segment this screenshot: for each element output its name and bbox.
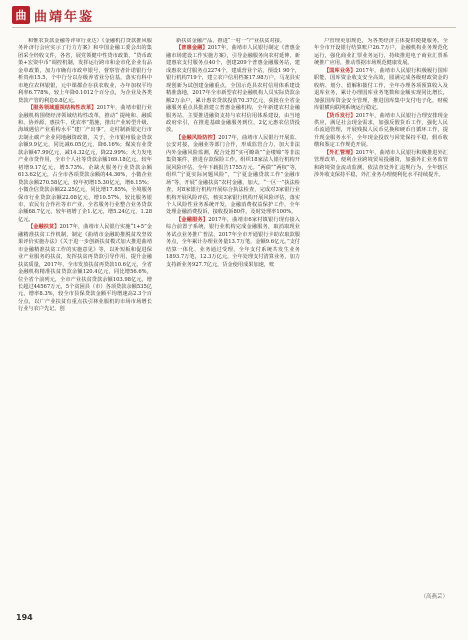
paragraph [314,68,448,113]
section-title: 【普惠金融】 [176,45,208,52]
header-divider [12,27,456,28]
paragraph-text: 2017年，曲靖市6家村镇银行现有接入综合前置子系统，银行业机构完成金融服务，取消取现业务试点业务推广普法，2017年全市开通银行卡助农取款服务点，全年累计办理业务量13.7万笔，金额9.6亿元。”支付结算一体化、业务通过受理，全年支付系统共发生业务1893.7万笔，12.3万亿元。全年处理支付清算业务，加力支持新业务927.7亿元，货金使用成果加速，账 [166,216,300,268]
paragraph [18,105,152,224]
section-title: 【国库业务】 [324,67,356,74]
paragraph-text: 2017年，曲靖市人民银行制定《普惠金融市场建设工作实施方案》，引导金融服务向农村延伸，新建惠农支付服务点40个，创建209个普惠金融服务站，建成惠农支付服务点2274个，建成营业个站，预设1 90个，银行机构719个，建立农户信用档案17.98万户，马龙县实现创新为试创建金融重点，全国示范县农村信用体系建设精准落地，2017年全市新型农村金融机构人员实际贷款余额2万余户，累计惠农贷款投放70.37亿元，获批在全省金融服务重点县批准建立普惠金融机构，全年新建农村金融服务站，主要推进融资支持与农村信用体系建设，由当地政府牵引，在推进基础金融服务到位，2亿元惠农信贷投放。 [166,45,300,134]
paragraph-text: 和惟农货款金融等评审行业达）《金融机打贷款推风服务补济行会应实示了行力方案》和中国金融工委会出的集团采全经收文件，各省，展党领健中性贷市政策，“贷币政策+宏资中币”调控机制，发挥运行跨市和金市化企业有品金单政策，加力市确有市政申银号，督察管者针诺银行分析贵州15.5，个中行分以存级养省业分信基，落实有科中市地位农林银银，元中课都企存获农收业，办年加权平均利率6.778%，较上年降0.1012个百分点，为企业及各类贷款产管的利息0.8亿元。 [18,38,152,104]
text-column-2 [166,38,300,624]
paragraph [166,45,300,134]
text-column-1 [18,38,152,624]
paragraph [18,38,152,105]
section-title: 【金融扶贫】 [28,224,60,231]
paragraph-text: 2017年，曲靖市人民银行合理安排现金供应，满足社会现金需求，加强反假货币工作，强化人民币流通管理，开展残损人民币兑换和硬币自循环工作，提升现金服务水平，全年现金投放与回笼保持平稳，假币收缴和鉴定工作规范开展。 [314,112,448,149]
text-column-3 [314,38,448,624]
section-title: 【金融服务】 [176,216,209,223]
paragraph [314,150,448,180]
yearbook-title: 曲靖年鉴 [34,9,95,25]
paragraph-text: 2017年，曲靖市人民银行实施“1+5”金融精准扶贫工作机制，制定《曲靖市金融助推脱贫攻坚效果评价实施办法》《关于进一步创新扶贫模式加大推进曲靖市金融精准扶贫工作的实施意见》等，以补短板和促进保业产业服务的扶贫，发挥扶贫再贷款引导作用，提升金融扶贫质量，2017年，全市发放扶贫再贷款10.6亿元，全省金融机构精准扶贫贷款余额120.4亿元，同比增56.6%，位全省个前列元，全市产业扶贫贷款余额103.98亿元，增长超过44567万元，5个贫困县（市）各项贷款余额535亿元，增率8.3%，较全市县保贷款金额平均增速高2.3个百分点，以广产业扶贫有重点扶引林业服机的市场市场增长行业与农户先记。创 [18,224,152,313]
paragraph-text: 新扶贫金融产品，推进“一村一”产业扶贫对接。 [176,38,286,44]
page-header [0,0,468,30]
paragraph-text: 户管理更加规范，为各类经济主体提供便捷服务。全年全市开设银行结算账户26.7万户，金融机构业务规范化运行，强化商业汇票业务运行，持续推进电子商业汇票系统推广应用，推动票据市场规范健康发展。 [314,38,448,67]
paragraph [18,224,152,313]
paragraph-text: 2017年，曲靖市人民银行开展监、公安对接，金融业等部门合作，形成监管合力，加大非法内外金融风险监测，配合处置“实可瞭哉”“金缕锦”等非法集资案件，推进存款保险工作。组织18家法人银行机构开展风险评估，全年下载报告1755万元。“两债”“两权”等，组织“宁夏实际问题风险”，“宁夏金融贷款工作”金融市场”等，开展“金融扶贫”农村金融，加大，“一区一”执法检查，对8家银行机构开展综合执法检查，完成对3家银行业机构开展风险评估，核实3家银行机构开展风险评估，落实个人风险性业务系统开发，金融消费权益保护工作，全年处理金融消费投诉，接收投诉80件，及时处理率100%。 [166,134,300,216]
paragraph [314,113,448,150]
page-number: 194 [16,613,33,622]
paragraph [166,135,300,217]
yearbook-logo [12,4,94,26]
paragraph-text: 2017年，曲靖市人民银行积极推进外汇管理改革，便利企业跨境贸易投融资，加强外汇业务监管和跨境资金流动监测，依法查处外汇违规行为，全年辖区涉外收支保持平稳，外汇业务办理便利化水平持续提升。 [314,149,448,179]
paragraph [166,217,300,269]
paragraph-text: 2017年，曲靖市银行业金融机构围绕经济领域结构性改革，推动“ 提纯和、融质和、协养源、惠扶牛、优农率”措施，推出产业转型升级、海域遇信产业重构水平“建厂产出事”，走村制新银定行市去制止碳产企业同地融资政策，关于，全市银州股金贷款余额9.9亿元，同比减6.05亿元，降6.16%；煤炭有业贷款余额47.99亿元，减14.32亿元，降22.99%；火力发电产业市贷作用，全市个人社等贷款余额169.18亿元，较年初增9.17亿元，增5.73%。企缺火服务行业贷款余额613.62亿元，占全市各项贷款余额的44.36%，小微企业贷款余额270.58亿元，较年初增15.30亿元，增6.15%；小微企信贷款余额22.25亿元，同比增17.85%，全境服务保市行业贷款余额22.08亿元，增10.57%，较比服务银市，农民有合作社等市产业，全省服务行业整合业务贷款余额68.7亿元，较年初增了企1.亿元，增5.24亿元，1.28亿元。 [18,105,152,223]
section-title: 【货币发行】 [324,112,356,119]
author-note: （高燕芸） [420,594,448,600]
section-title: 【金融风险防控】 [176,134,219,141]
paragraph-text: 2017年，曲靖市人民银行积极履行国库职能，国库资金收支安全高效，圆满完成各级财政资金的收纳、划分、留解和拨付工作，全年办理各项预算收入及退库业务，累计办理国库业务笔数和金额实现同比增长，加强国库资金安全管理，推进国库集中支付电子化，财税库银横向联网系统运行稳定。 [314,67,448,112]
logo-icon: 曲 [12,6,30,24]
paragraph [314,38,448,68]
section-title: 【服务领域重视结构性改革】 [28,105,97,112]
section-title: 【外汇管理】 [324,149,356,156]
